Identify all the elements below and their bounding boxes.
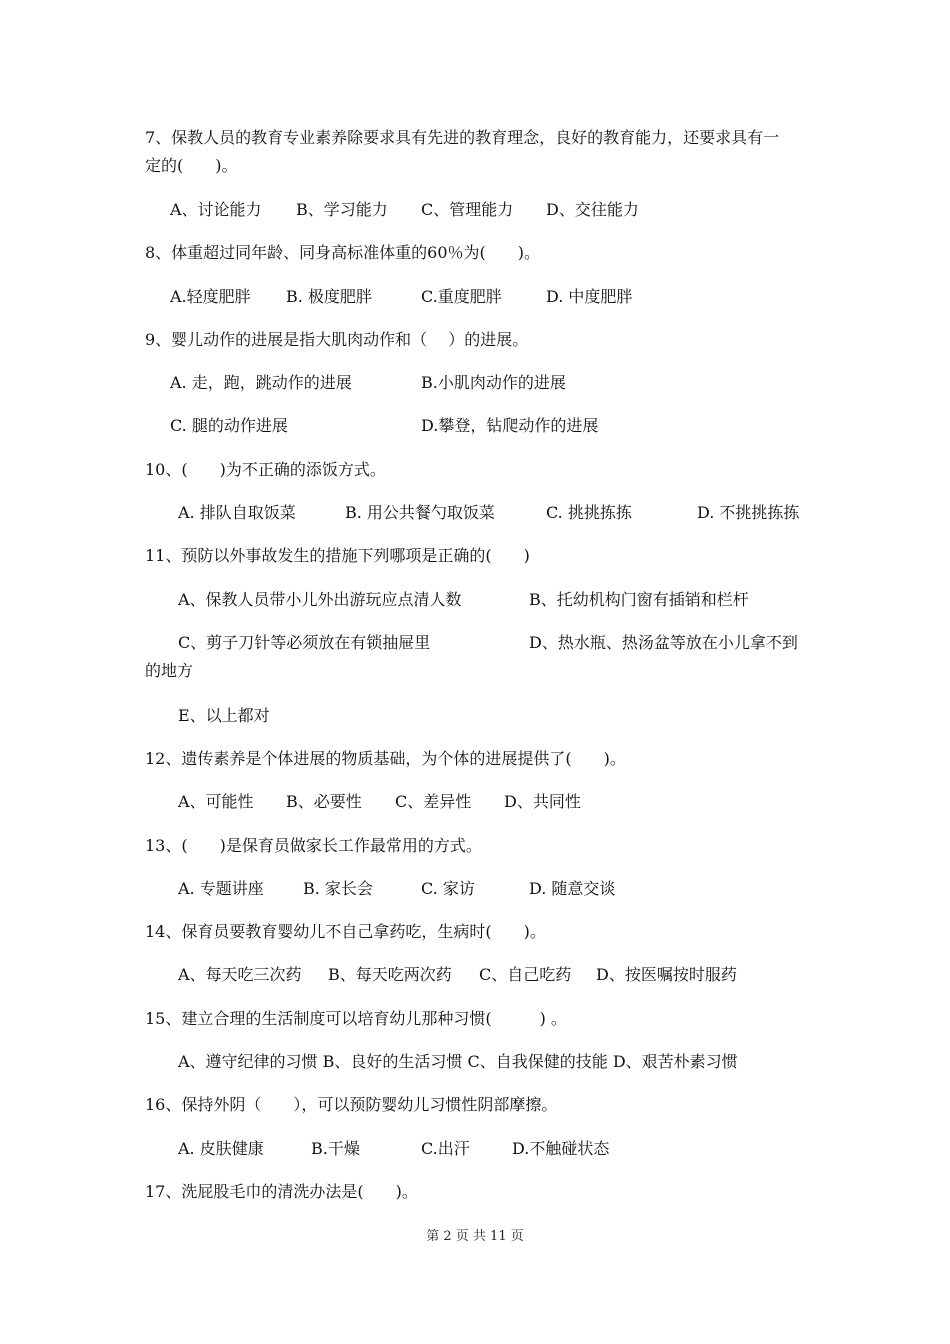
question-11-option-b: B、托幼机构门窗有插销和栏杆 <box>529 590 749 609</box>
question-7-option-a: A、讨论能力 <box>170 200 262 219</box>
question-7-stem-line2: 定的( )。 <box>145 156 238 175</box>
question-14-option-c: C、自己吃药 <box>479 965 572 984</box>
question-13-option-c: C. 家访 <box>421 879 475 898</box>
question-10-stem: 10、( )为不正确的添饭方式。 <box>145 460 386 479</box>
question-11-option-d-wrap: 的地方 <box>145 661 194 680</box>
question-16-stem: 16、保持外阴（ ），可以预防婴幼儿习惯性阴部摩擦。 <box>145 1095 558 1114</box>
question-8-stem: 8、体重超过同年龄、同身高标准体重的60％为( )。 <box>145 243 541 262</box>
question-13-stem: 13、( )是保育员做家长工作最常用的方式。 <box>145 836 482 855</box>
question-10-option-a: A. 排队自取饭菜 <box>178 503 296 522</box>
question-11-option-a: A、保教人员带小儿外出游玩应点清人数 <box>178 590 462 609</box>
question-9-option-b: B.小肌肉动作的进展 <box>421 373 566 392</box>
question-14-option-d: D、按医嘱按时服药 <box>596 965 737 984</box>
question-7-option-c: C、管理能力 <box>421 200 514 219</box>
question-11-option-d: D、热水瓶、热汤盆等放在小儿拿不到 <box>529 633 798 652</box>
question-10-option-d: D. 不挑挑拣拣 <box>697 503 800 522</box>
question-17-stem: 17、洗屁股毛巾的清洗办法是( )。 <box>145 1182 418 1201</box>
question-12-option-d: D、共同性 <box>504 792 581 811</box>
question-12-option-c: C、差异性 <box>395 792 472 811</box>
question-12-stem: 12、遗传素养是个体进展的物质基础，为个体的进展提供了( )。 <box>145 749 626 768</box>
question-9-stem: 9、婴儿动作的进展是指大肌肉动作和（ ）的进展。 <box>145 330 529 349</box>
question-13-option-a: A. 专题讲座 <box>178 879 264 898</box>
question-14-stem: 14、保育员要教育婴幼儿不自己拿药吃，生病时( )。 <box>145 922 546 941</box>
question-11-stem: 11、预防以外事故发生的措施下列哪项是正确的( ) <box>145 546 530 565</box>
question-10-option-c: C. 挑挑拣拣 <box>546 503 632 522</box>
question-14-option-b: B、每天吃两次药 <box>328 965 452 984</box>
question-16-option-a: A. 皮肤健康 <box>178 1139 264 1158</box>
question-13-option-d: D. 随意交谈 <box>529 879 616 898</box>
question-13-option-b: B. 家长会 <box>303 879 373 898</box>
question-14-option-a: A、每天吃三次药 <box>178 965 302 984</box>
page-footer: 第 2 页 共 11 页 <box>426 1229 524 1244</box>
question-8-option-a: A.轻度肥胖 <box>170 287 251 306</box>
question-8-option-c: C.重度肥胖 <box>421 287 502 306</box>
question-16-option-c: C.出汗 <box>421 1139 470 1158</box>
question-10-option-b: B. 用公共餐勺取饭菜 <box>345 503 495 522</box>
question-7-stem-line1: 7、保教人员的教育专业素养除要求具有先进的教育理念，良好的教育能力，还要求具有一 <box>145 128 780 147</box>
question-12-option-a: A、可能性 <box>178 792 254 811</box>
question-11-option-c: C、剪子刀针等必须放在有锁抽屉里 <box>178 633 431 652</box>
question-9-option-d: D.攀登，钻爬动作的进展 <box>421 416 599 435</box>
question-7-option-d: D、交往能力 <box>546 200 639 219</box>
question-16-option-d: D.不触碰状态 <box>512 1139 610 1158</box>
question-16-option-b: B.干燥 <box>311 1139 360 1158</box>
question-9-option-c: C. 腿的动作进展 <box>170 416 288 435</box>
question-15-options: A、遵守纪律的习惯 B、良好的生活习惯 C、自我保健的技能 D、艰苦朴素习惯 <box>178 1052 738 1071</box>
question-12-option-b: B、必要性 <box>286 792 362 811</box>
question-11-option-e: E、以上都对 <box>178 706 270 725</box>
question-8-option-b: B. 极度肥胖 <box>286 287 372 306</box>
question-7-option-b: B、学习能力 <box>296 200 388 219</box>
question-9-option-a: A. 走，跑，跳动作的进展 <box>170 373 352 392</box>
question-8-option-d: D. 中度肥胖 <box>546 287 633 306</box>
question-15-stem: 15、建立合理的生活制度可以培育幼儿那种习惯( ) 。 <box>145 1009 567 1028</box>
